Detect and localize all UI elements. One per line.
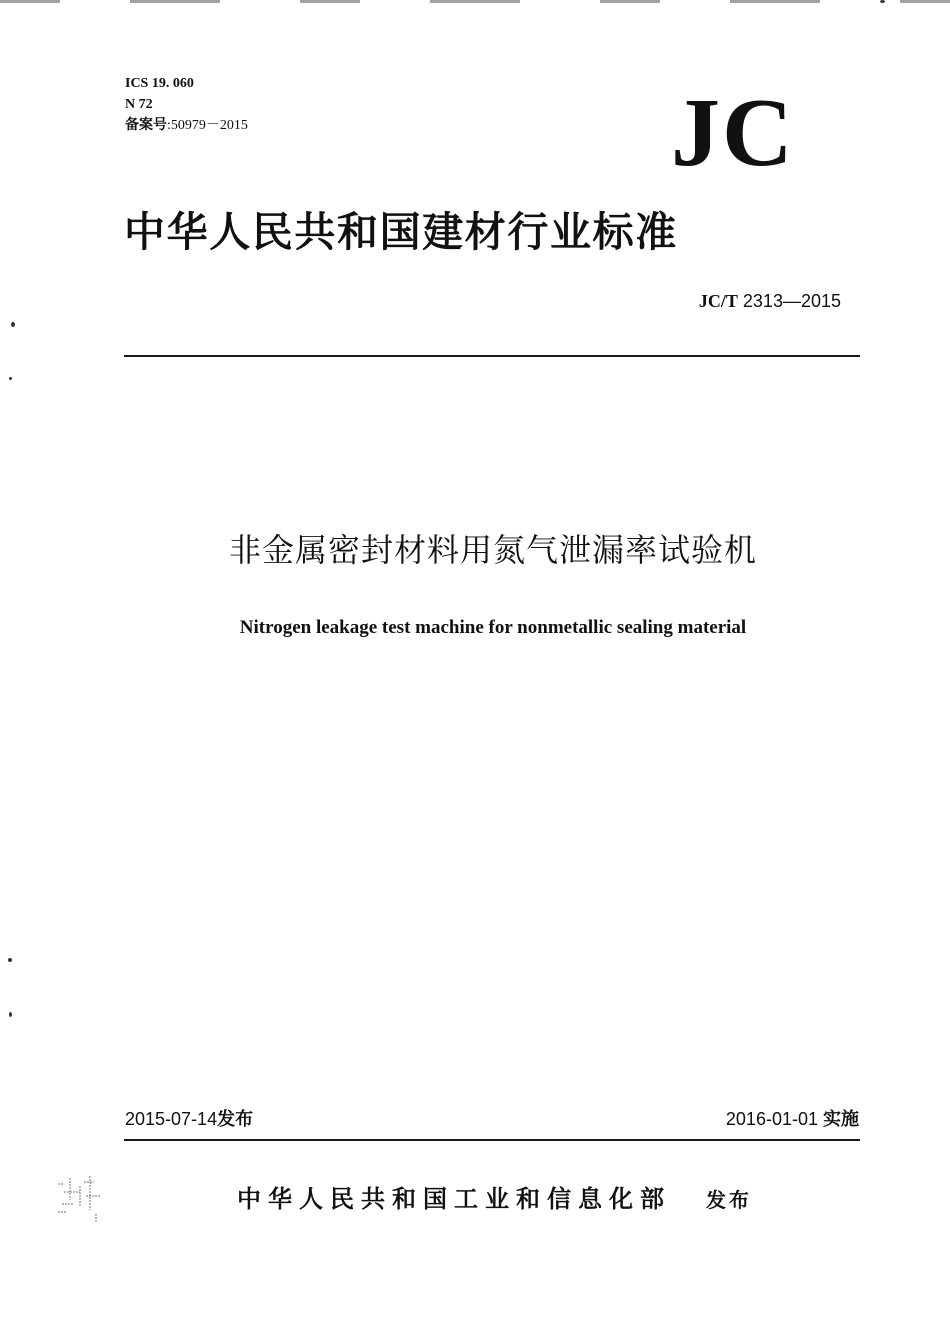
- document-title-chinese: 非金属密封材料用氮气泄漏率试验机: [228, 531, 757, 569]
- standard-category-title: 中华人民共和国建材行业标准: [124, 208, 678, 256]
- scan-speck: [880, 0, 885, 3]
- scan-stamp-mark: [50, 1170, 112, 1226]
- record-label: 备案号: [125, 118, 167, 133]
- stamp-scribble-icon: [50, 1170, 112, 1226]
- implementation-date: [726, 1107, 859, 1132]
- implementation-date-value: 2016-01-01: [725, 1109, 818, 1129]
- bottom-divider: [124, 1139, 860, 1141]
- jc-logo: JC: [671, 79, 795, 187]
- scan-top-edge: [0, 0, 950, 3]
- issue-date-label: 发布: [217, 1109, 254, 1130]
- issue-date: [125, 1107, 253, 1132]
- standard-number-value: 2313—2015: [737, 291, 841, 311]
- standard-number: [699, 290, 841, 312]
- document-title-english: Nitrogen leakage test machine for nonmetallic sealing material: [239, 617, 747, 638]
- standard-number-prefix: JC/T: [698, 291, 738, 311]
- scan-speck: [11, 322, 15, 327]
- scan-speck: [8, 958, 12, 962]
- scan-speck: [9, 1012, 12, 1017]
- record-number: [125, 115, 248, 136]
- issue-date-value: 2015-07-14: [125, 1109, 218, 1129]
- scan-speck: [9, 377, 12, 380]
- implementation-date-label: 实施: [823, 1109, 859, 1130]
- publisher-name: 中华人民共和国工业和信息化部: [237, 1184, 671, 1213]
- publisher-action: 发布: [706, 1188, 752, 1212]
- record-value: :50979－2015: [167, 118, 248, 133]
- ccs-code: N 72: [125, 97, 153, 112]
- top-divider: [124, 355, 860, 357]
- classification-block: [125, 73, 248, 136]
- ics-code: ICS 19. 060: [125, 76, 194, 91]
